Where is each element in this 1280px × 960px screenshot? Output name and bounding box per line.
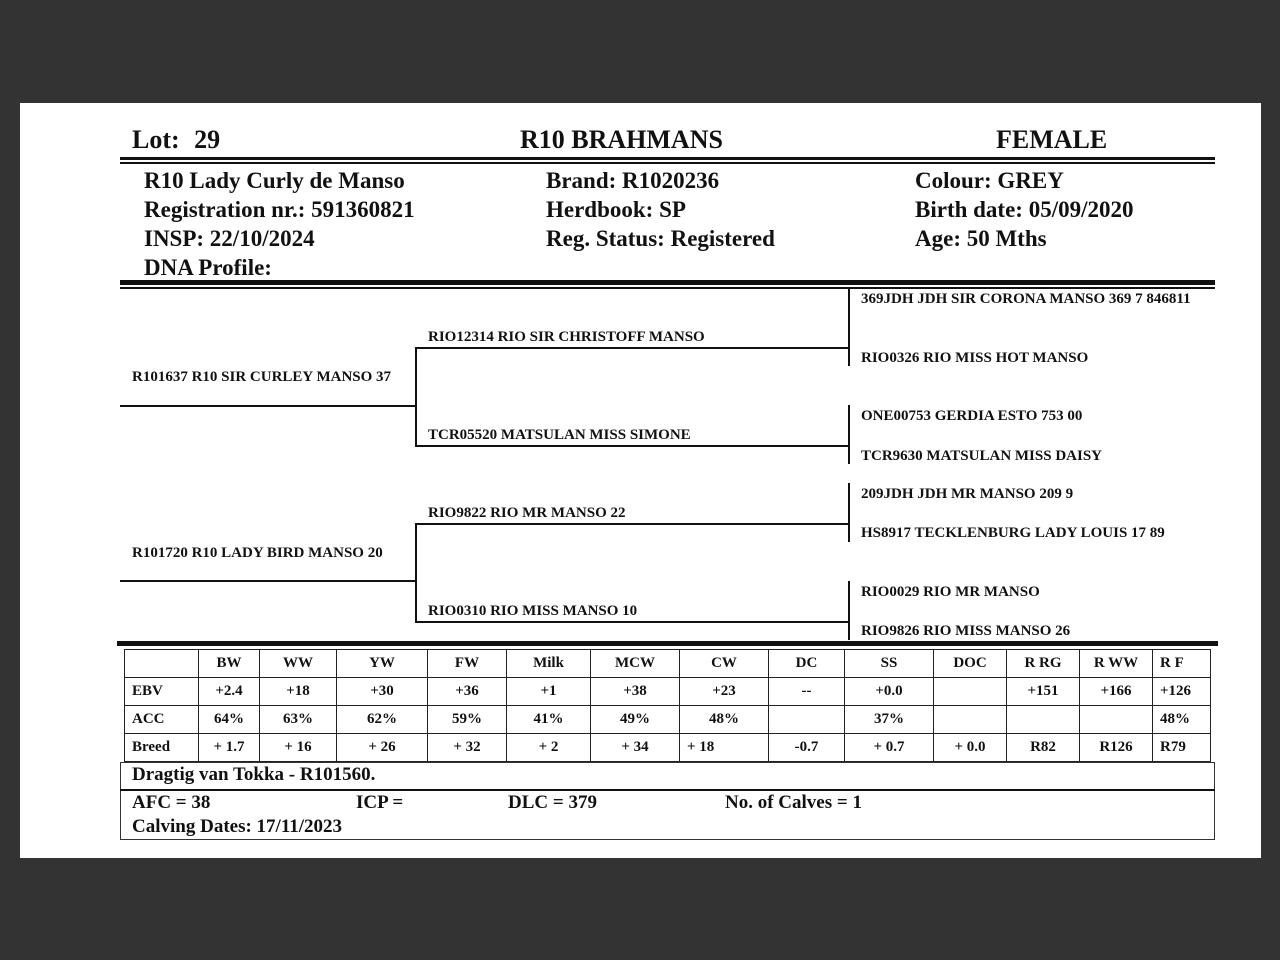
table-cell: ACC [125, 706, 199, 734]
info-rule-thin [120, 287, 1215, 289]
pedigree-gg5: 209JDH JDH MR MANSO 209 9 [861, 486, 1074, 502]
gg-bracket-1 [848, 288, 850, 366]
registration-number: Registration nr.: 591360821 [144, 197, 415, 222]
table-cell: -0.7 [769, 734, 845, 762]
breed-title: R10 BRAHMANS [520, 125, 723, 154]
brand: Brand: R1020236 [546, 168, 720, 193]
header-rule [120, 157, 1215, 160]
table-cell [1080, 706, 1153, 734]
reg-status: Reg. Status: Registered [546, 226, 775, 251]
dam-dam-line [415, 621, 849, 623]
pedigree-gg2: RIO0326 RIO MISS HOT MANSO [861, 350, 1089, 366]
pedigree-dam-dam: RIO0310 RIO MISS MANSO 10 [428, 603, 638, 619]
ebv-header-row [125, 650, 1211, 678]
notes-divider [120, 789, 1215, 791]
pedigree-gg3: ONE00753 GERDIA ESTO 753 00 [861, 408, 1083, 424]
pedigree-sire-dam: TCR05520 MATSULAN MISS SIMONE [428, 427, 691, 443]
table-cell: +126 [1153, 678, 1211, 706]
animal-info-left [144, 166, 415, 282]
table-cell: + 1.7 [199, 734, 260, 762]
table-header-cell: WW [260, 650, 337, 678]
ebv-table [124, 649, 1211, 762]
table-cell: + 34 [591, 734, 680, 762]
table-header-cell: SS [845, 650, 934, 678]
table-header-cell: R WW [1080, 650, 1153, 678]
sire-bracket [415, 347, 417, 446]
afc: AFC = 38 [132, 792, 211, 813]
table-cell: + 0.7 [845, 734, 934, 762]
table-header-cell: DOC [934, 650, 1007, 678]
pedigree-sire-sire: RIO12314 RIO SIR CHRISTOFF MANSO [428, 329, 705, 345]
dlc: DLC = 379 [508, 792, 597, 813]
age: Age: 50 Mths [915, 226, 1047, 251]
table-header-cell: FW [428, 650, 507, 678]
animal-info-middle [546, 166, 775, 253]
table-cell: +38 [591, 678, 680, 706]
colour: Colour: GREY [915, 168, 1064, 193]
table-cell: 48% [1153, 706, 1211, 734]
sire-line [120, 405, 416, 407]
pedigree-gg8: RIO9826 RIO MISS MANSO 26 [861, 623, 1071, 639]
calving-dates: Calving Dates: 17/11/2023 [132, 816, 343, 837]
ebv-rule [117, 641, 1218, 646]
sire-sire-line [415, 347, 849, 349]
table-header-cell: Milk [507, 650, 591, 678]
lot-sheet [20, 103, 1261, 858]
pregnancy-note: Dragtig van Tokka - R101560. [132, 764, 376, 785]
table-cell: -- [769, 678, 845, 706]
table-cell: 37% [845, 706, 934, 734]
birth-date: Birth date: 05/09/2020 [915, 197, 1134, 222]
table-header-cell: DC [769, 650, 845, 678]
table-header-cell: MCW [591, 650, 680, 678]
table-header-cell: CW [680, 650, 769, 678]
table-cell: 48% [680, 706, 769, 734]
table-cell: 63% [260, 706, 337, 734]
icp: ICP = [356, 792, 404, 813]
table-cell: R126 [1080, 734, 1153, 762]
table-header-cell [125, 650, 199, 678]
gg-bracket-2 [848, 405, 850, 464]
dam-sire-line [415, 523, 849, 525]
table-cell: R79 [1153, 734, 1211, 762]
header-rule-thin [120, 162, 1215, 164]
gg-bracket-4 [848, 581, 850, 640]
table-cell: 59% [428, 706, 507, 734]
animal-name: R10 Lady Curly de Manso [144, 168, 405, 193]
table-cell: + 32 [428, 734, 507, 762]
table-cell [934, 706, 1007, 734]
breed-row [125, 734, 1211, 762]
table-cell: +166 [1080, 678, 1153, 706]
sire-dam-line [415, 445, 849, 447]
insp-date: INSP: 22/10/2024 [144, 226, 315, 251]
pedigree-dam-sire: RIO9822 RIO MR MANSO 22 [428, 505, 626, 521]
info-rule [120, 280, 1215, 285]
table-cell: + 26 [337, 734, 428, 762]
table-cell: 41% [507, 706, 591, 734]
sex-label: FEMALE [996, 125, 1108, 154]
table-cell [1007, 706, 1080, 734]
lot-label: Lot: [132, 125, 180, 154]
table-cell: +1 [507, 678, 591, 706]
table-header-cell: R RG [1007, 650, 1080, 678]
pedigree-dam: R101720 R10 LADY BIRD MANSO 20 [132, 545, 383, 561]
lot-number: 29 [194, 125, 221, 154]
dna-profile: DNA Profile: [144, 255, 272, 280]
table-cell: 49% [591, 706, 680, 734]
calf-count: No. of Calves = 1 [725, 792, 862, 813]
table-cell: Breed [125, 734, 199, 762]
acc-row [125, 706, 1211, 734]
lot-label-group [132, 125, 220, 155]
dam-line [120, 580, 416, 582]
table-cell: + 0.0 [934, 734, 1007, 762]
gg-bracket-3 [848, 483, 850, 542]
dam-bracket [415, 523, 417, 621]
table-cell: +0.0 [845, 678, 934, 706]
table-cell: +2.4 [199, 678, 260, 706]
table-cell: + 16 [260, 734, 337, 762]
table-cell: + 18 [680, 734, 769, 762]
pedigree-gg4: TCR9630 MATSULAN MISS DAISY [861, 448, 1103, 464]
table-cell: +36 [428, 678, 507, 706]
table-cell: R82 [1007, 734, 1080, 762]
pedigree-gg7: RIO0029 RIO MR MANSO [861, 584, 1040, 600]
pedigree-sire: R101637 R10 SIR CURLEY MANSO 37 [132, 369, 392, 385]
table-cell: 64% [199, 706, 260, 734]
pedigree-gg6: HS8917 TECKLENBURG LADY LOUIS 17 89 [861, 525, 1165, 541]
table-cell: +18 [260, 678, 337, 706]
table-cell [934, 678, 1007, 706]
ebv-row [125, 678, 1211, 706]
animal-info-right [915, 166, 1134, 253]
table-cell: 62% [337, 706, 428, 734]
table-cell [769, 706, 845, 734]
table-header-cell: R F [1153, 650, 1211, 678]
pedigree-gg1: 369JDH JDH SIR CORONA MANSO 369 7 846811 [861, 291, 1191, 307]
table-header-cell: BW [199, 650, 260, 678]
table-cell: +151 [1007, 678, 1080, 706]
table-cell: EBV [125, 678, 199, 706]
table-cell: +23 [680, 678, 769, 706]
table-cell: +30 [337, 678, 428, 706]
table-header-cell: YW [337, 650, 428, 678]
herdbook: Herdbook: SP [546, 197, 686, 222]
table-cell: + 2 [507, 734, 591, 762]
